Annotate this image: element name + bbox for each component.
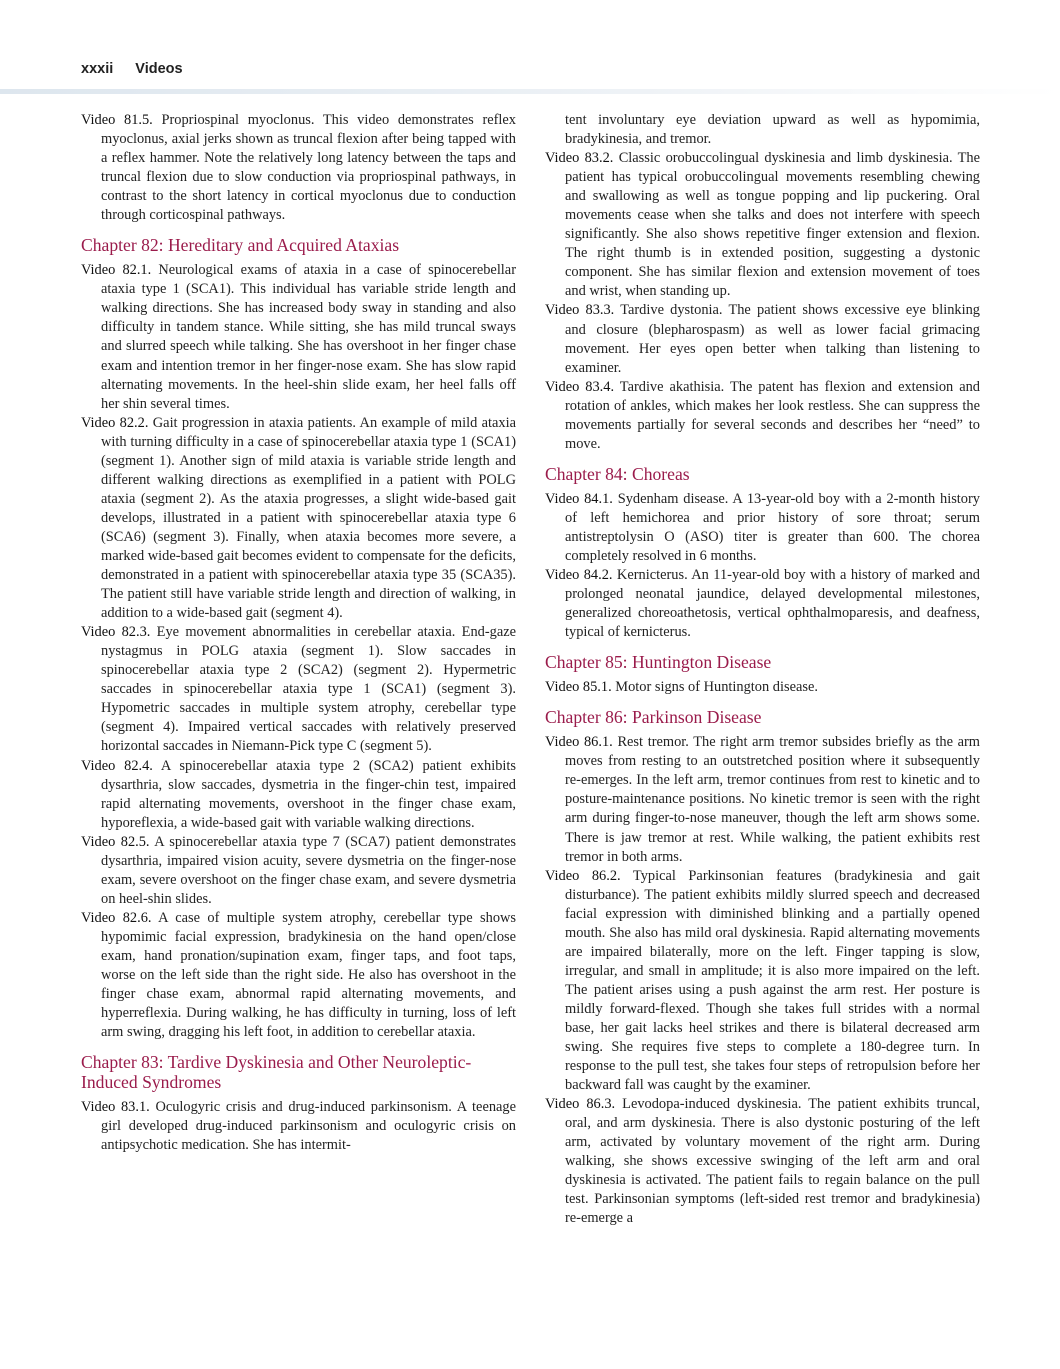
video-description: Rest tremor. The right arm tremor subsides briefly as the arm moves from resting to an outstretched position where it subsequently re-emerges. In the left arm, tremor continues from rest to kinetic and to posture-maintenance positions. No kinetic tremor is seen with the right arm during finger-to-nose maneuver, though the left arm shows some. There is jaw tremor at rest. While walking, the patient exhibits rest tremor in both arms. [565, 734, 980, 865]
video-entry [545, 301, 980, 377]
video-description: Eye movement abnormalities in cerebellar ataxia. End-gaze nystagmus in POLG ataxia (segment 1). Slow saccades in spinocerebellar ataxia type 2 (SCA2) (segment 2). Hypermetric saccades in spinocerebellar ataxia type 1 (SCA1) (segment 3). Hypometric saccades in multiple system atrophy, cerebellar type (segment 4). Impaired vertical saccades with relatively preserved horizontal saccades in Niemann-Pick type C (segment 5). [101, 624, 516, 755]
chapter-heading: Chapter 82: Hereditary and Acquired Ataxias [81, 235, 400, 256]
video-label: Video 82.3. [81, 624, 151, 641]
video-label: Video 82.5. [81, 833, 150, 850]
video-entry [81, 833, 516, 909]
video-label: Video 82.1. [81, 262, 152, 279]
video-label: Video 84.1. [545, 490, 613, 507]
video-description: Neurological exams of ataxia in a case of spinocerebellar ataxia type 1 (SCA1). This individual has variable stride length and walking directions. She has increased body sway in standing and also difficulty in tandem stance. While sitting, she has mild truncal sways and slurred speech while talking. She has overshoot in her finger chase exam and intention tremor in her finger-nose exam. She has slow rapid alternating movements. In the heel-shin slide exam, her heel falls off her shin several times. [101, 262, 516, 412]
video-description: tent involuntary eye deviation upward as well as hypomimia, bradykinesia, and tremor. [565, 112, 980, 148]
video-label: Video 82.6. [81, 909, 152, 926]
running-header [81, 61, 183, 77]
chapter-heading: Chapter 86: Parkinson Disease [545, 707, 762, 728]
video-entry [545, 149, 980, 301]
video-label: Video 83.3. [545, 302, 615, 319]
video-entry [545, 378, 980, 454]
video-description: Gait progression in ataxia patients. An example of mild ataxia with turning difficulty in a case of spinocerebellar ataxia type 1 (SCA1) (segment 1). Another sign of mild ataxia is variable stride length and different walking directions as exemplified in a patient with POLG ataxia (segment 2). As the ataxia progresses, a slight wide-based gait develops, illustrated in a patient with spinocerebellar ataxia type 6 (SCA6) (segment 3). Finally, when ataxia becomes more severe, a marked wide-based gait becomes evident to compensate for the deficits, demonstrated in a patient with spinocerebellar ataxia type 35 (SCA35). The patient still have variable stride length and direction of walking, in addition to a wide-based gait (segment 4). [101, 414, 516, 622]
video-description: Tardive akathisia. The patent has flexion and extension and rotation of ankles, which makes her look restless. She can suppress the movements partially for several seconds and describes her “need” to move. [565, 378, 980, 452]
right-column [545, 111, 980, 1228]
video-label: Video 84.2. [545, 567, 613, 584]
video-label: Video 83.1. [81, 1099, 150, 1116]
video-entry [545, 733, 980, 866]
video-entry [81, 111, 516, 225]
video-description: Kernicterus. An 11-year-old boy with a history of marked and prolonged neonatal jaundice, delayed developmental milestones, generalized choreoathetosis, vertical ophthalmoparesis, and deafness, typical of kernicterus. [565, 567, 980, 641]
video-label: Video 85.1. [545, 679, 612, 696]
video-description: A spinocerebellar ataxia type 7 (SCA7) patient demonstrates dysarthria, impaired vision acuity, severe dysmetria on the finger-nose exam, severe overshoot on the finger chase exam, and severe dysmetria on heel-shin slides. [101, 833, 517, 907]
video-entry [545, 1095, 980, 1228]
video-entry [81, 909, 516, 1042]
video-label: Video 86.3. [545, 1096, 616, 1113]
video-entry [81, 414, 516, 624]
chapter-heading: Chapter 84: Choreas [545, 463, 690, 484]
video-label: Video 82.2. [81, 414, 149, 431]
left-column [81, 111, 516, 1155]
video-entry [81, 623, 516, 756]
video-label: Video 86.1. [545, 734, 613, 751]
video-entry [545, 867, 980, 1096]
video-description: Tardive dystonia. The patient shows excessive eye blinking and closure (blepharospasm) as well as lower facial grimacing movement. Her eyes open better when talking than listening to examiner. [565, 302, 980, 376]
entry-continuation [545, 111, 980, 149]
video-description: Oculogyric crisis and drug-induced parkinsonism. A teenage girl developed drug-induced parkinsonism and oculogyric crisis on antipsychotic medication. She has intermit- [101, 1099, 516, 1154]
video-entry [545, 490, 980, 566]
video-description: Classic orobuccolingual dyskinesia and limb dyskinesia. The patient has typical orobuccolingual movements resembling chewing and swallowing as well as tongue popping and lip puckering. Oral movements cease when she talks and does not interfere with speech significantly. She also shows repetitive finger extension and flexion. The right thumb is in extended position, suggesting a dystonic component. She has similar flexion and extension movement of toes and wrist, when standing up. [565, 150, 980, 300]
video-entry [545, 566, 980, 642]
page-number: xxxii [81, 61, 114, 77]
video-label: Video 82.4. [81, 757, 153, 774]
video-description: Sydenham disease. A 13-year-old boy with a 2-month history of left hemichorea and prior history of sore throat; serum antistreptolysin O (ASO) titer is greater than 600. The chorea completely resolved in 6 months. [565, 490, 980, 564]
video-label: Video 86.2. [545, 867, 621, 884]
video-entry [545, 678, 980, 697]
video-description: Levodopa-induced dyskinesia. The patient exhibits truncal, oral, and arm dyskinesia. There is also dystonic posturing of the left arm, activated by voluntary movement of the right arm. During walking, she shows excessive swinging of the left arm and oral dyskinesia is activated. The patient fails to regain balance on the pull test. Parkinsonian symptoms (left-sided rest tremor and bradykinesia) re-emerge a [565, 1096, 980, 1227]
video-description: Motor signs of Huntington disease. [611, 679, 818, 696]
header-rule [0, 89, 1060, 94]
video-label: Video 83.4. [545, 378, 615, 395]
chapter-heading: Chapter 83: Tardive Dyskinesia and Other Neuroleptic-Induced Syndromes [81, 1052, 472, 1093]
video-description: A spinocerebellar ataxia type 2 (SCA2) patient exhibits dysarthria, slow saccades, dysmetria in the finger-chin test, impaired rapid alternating movements, overshoot in the finger chase exam, hyporeflexia, a wide-based gait with variable walking directions. [101, 757, 516, 831]
section-title: Videos [135, 61, 183, 77]
video-label: Video 83.2. [545, 150, 614, 167]
video-entry [81, 1098, 516, 1155]
video-entry [81, 261, 516, 413]
video-entry [81, 757, 516, 833]
video-description: Typical Parkinsonian features (bradykinesia and gait disturbance). The patient exhibits mildly slurred speech and decreased facial expression with diminished blinking and a partially opened mouth. She also has mild oral dyskinesia. Rapid alternating movements are impaired bilaterally, more on the left. Finger tapping is slow, irregular, and small in amplitude; it is also more impaired on the left. The patient arises using a push against the arm rest. Her posture is mildly forward-flexed. Though she takes full strides with a normal base, her gait lacks heel strikes and there is bilateral decreased arm swing. She requires five steps to complete a 180-degree turn. In response to the pull test, she takes four steps of retropulsion before her backward fall was caught by the examiner. [565, 867, 980, 1094]
chapter-heading: Chapter 85: Huntington Disease [545, 652, 772, 673]
video-label: Video 81.5. [81, 112, 153, 128]
video-description: A case of multiple system atrophy, cerebellar type shows hypomimic facial expression, bradykinesia on the hand open/close exam, hand pronation/supination exam, finger taps, and foot taps, worse on the left side than the right side. He also has overshoot in the finger chase exam, abnormal rapid alternating movements, and hyperreflexia. During walking, he has difficulty in turning, loss of left arm swing, dragging his left foot, in addition to cerebellar ataxia. [101, 909, 517, 1041]
video-description: Propriospinal myoclonus. This video demonstrates reflex myoclonus, axial jerks shown as truncal flexion after being tapped with a reflex hammer. Note the relatively long latency between the taps and truncal flexion due to slow conduction via propriospinal pathways, in contrast to the short latency in cortical myoclonus due to conduction through corticospinal pathways. [101, 112, 516, 224]
